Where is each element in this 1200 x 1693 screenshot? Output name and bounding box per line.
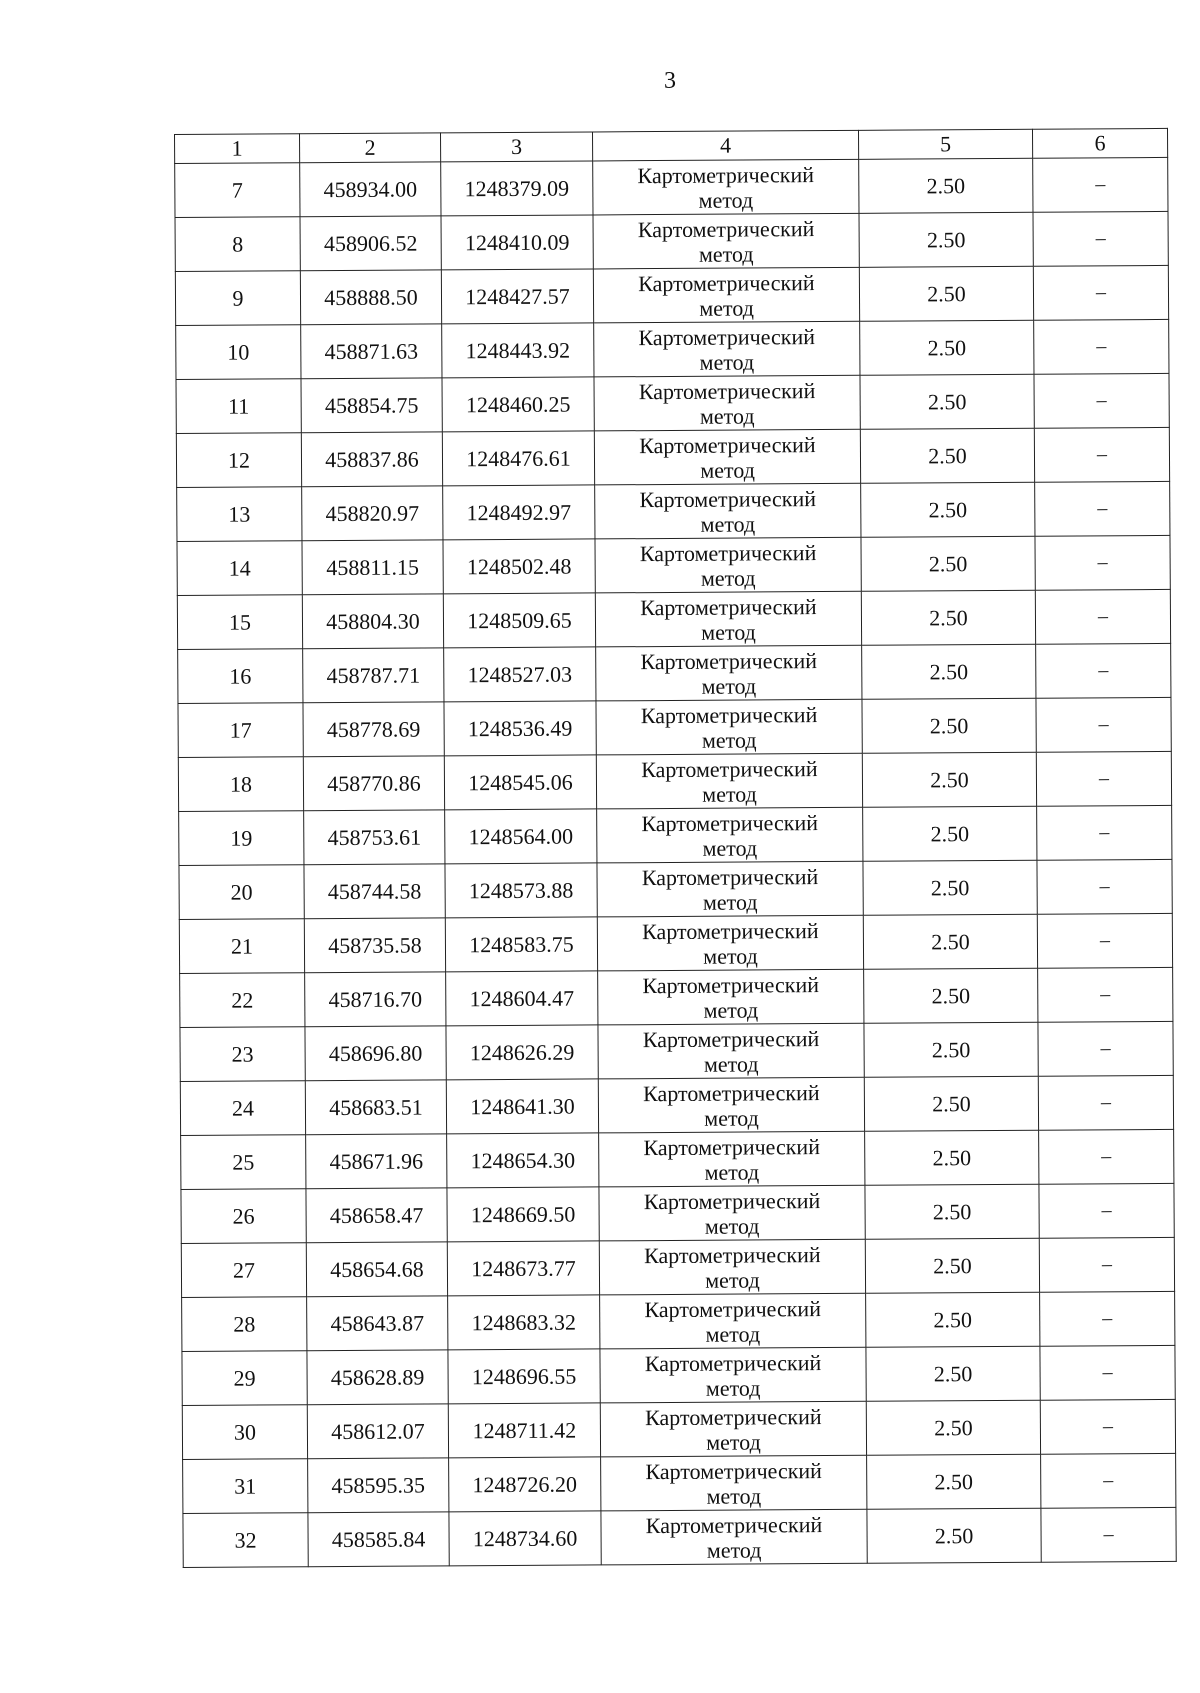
y-coordinate-cell: 1248527.03 <box>444 647 596 702</box>
note-cell: – <box>1034 319 1169 374</box>
table-row <box>181 1237 1174 1297</box>
point-number-cell: 8 <box>175 217 300 272</box>
note-cell: – <box>1038 1021 1173 1076</box>
method-line-2: метод <box>700 510 756 537</box>
method-line-2: метод <box>701 618 756 645</box>
method-line-1: Картометрический <box>645 1403 822 1430</box>
note-cell: – <box>1039 1129 1174 1184</box>
method-line-2: метод <box>702 834 758 861</box>
method-line-1: Картометрический <box>644 1295 821 1322</box>
method-cell <box>601 1509 867 1565</box>
table-row <box>177 535 1170 595</box>
method-line-1: Картометрический <box>642 1025 820 1052</box>
x-coordinate-cell: 458654.68 <box>306 1242 447 1297</box>
header-col-6: 6 <box>1032 128 1167 158</box>
accuracy-cell: 2.50 <box>864 1022 1038 1077</box>
method-cell <box>599 1185 865 1241</box>
method-line-1: Картометрический <box>644 1349 822 1376</box>
method-line-2: метод <box>705 1266 760 1293</box>
method-line-1: Картометрический <box>638 269 815 296</box>
x-coordinate-cell: 458744.58 <box>304 864 445 919</box>
point-number-cell: 25 <box>181 1135 306 1190</box>
note-cell: – <box>1035 589 1170 644</box>
method-line-2: метод <box>700 456 755 483</box>
y-coordinate-cell: 1248683.32 <box>448 1295 600 1350</box>
x-coordinate-cell: 458643.87 <box>307 1296 448 1351</box>
header-col-1: 1 <box>175 134 300 164</box>
method-cell <box>596 753 862 809</box>
x-coordinate-cell: 458787.71 <box>303 648 444 703</box>
x-coordinate-cell: 458612.07 <box>307 1404 448 1459</box>
table-row <box>182 1345 1175 1405</box>
accuracy-cell: 2.50 <box>863 806 1037 861</box>
method-line-1: Картометрический <box>639 431 816 458</box>
point-number-cell: 29 <box>182 1351 307 1406</box>
point-number-cell: 27 <box>181 1243 306 1298</box>
header-col-3: 3 <box>440 132 592 162</box>
method-line-1: Картометрический <box>643 1133 821 1160</box>
x-coordinate-cell: 458770.86 <box>303 756 444 811</box>
x-coordinate-cell: 458854.75 <box>301 378 442 433</box>
method-line-1: Картометрический <box>644 1241 821 1268</box>
method-line-2: метод <box>700 564 756 591</box>
method-line-2: метод <box>706 1536 762 1563</box>
method-line-1: Картометрический <box>641 863 819 890</box>
note-cell: – <box>1038 967 1173 1022</box>
x-coordinate-cell: 458888.50 <box>300 270 441 325</box>
accuracy-cell: 2.50 <box>859 266 1033 321</box>
accuracy-cell: 2.50 <box>865 1238 1039 1293</box>
note-cell: – <box>1039 1237 1174 1292</box>
accuracy-cell: 2.50 <box>859 212 1033 267</box>
method-cell <box>595 537 861 593</box>
note-cell: – <box>1037 805 1172 860</box>
y-coordinate-cell: 1248726.20 <box>449 1457 601 1512</box>
accuracy-cell: 2.50 <box>866 1292 1040 1347</box>
accuracy-cell: 2.50 <box>859 158 1033 213</box>
method-line-1: Картометрический <box>640 701 818 728</box>
table-row <box>179 913 1172 973</box>
method-line-2: метод <box>705 1374 761 1401</box>
note-cell: – <box>1034 373 1169 428</box>
note-cell: – <box>1040 1345 1175 1400</box>
method-cell <box>595 591 861 647</box>
x-coordinate-cell: 458906.52 <box>300 216 441 271</box>
point-number-cell: 32 <box>183 1513 308 1568</box>
method-line-2: метод <box>701 726 757 753</box>
note-cell: – <box>1040 1399 1175 1454</box>
accuracy-cell: 2.50 <box>865 1184 1039 1239</box>
y-coordinate-cell: 1248476.61 <box>442 431 594 486</box>
y-coordinate-cell: 1248583.75 <box>445 917 597 972</box>
point-number-cell: 31 <box>183 1459 308 1514</box>
method-cell <box>597 807 863 863</box>
x-coordinate-cell: 458696.80 <box>305 1026 446 1081</box>
method-line-1: Картометрический <box>640 593 817 620</box>
method-cell <box>593 213 859 269</box>
table-row <box>176 427 1169 487</box>
method-cell <box>595 483 861 539</box>
table-row <box>177 481 1170 541</box>
y-coordinate-cell: 1248427.57 <box>441 269 593 324</box>
accuracy-cell: 2.50 <box>867 1508 1041 1563</box>
method-cell <box>598 969 864 1025</box>
y-coordinate-cell: 1248734.60 <box>449 1511 601 1566</box>
method-cell <box>594 429 860 485</box>
table-row <box>179 859 1172 919</box>
header-col-4: 4 <box>592 130 858 161</box>
y-coordinate-cell: 1248604.47 <box>446 971 598 1026</box>
note-cell: – <box>1037 859 1172 914</box>
note-cell: – <box>1041 1453 1176 1508</box>
method-cell <box>596 699 862 755</box>
y-coordinate-cell: 1248696.55 <box>448 1349 600 1404</box>
accuracy-cell: 2.50 <box>861 482 1035 537</box>
header-col-5: 5 <box>858 129 1032 159</box>
coordinates-table <box>174 128 1177 1568</box>
point-number-cell: 13 <box>177 487 302 542</box>
y-coordinate-cell: 1248669.50 <box>447 1187 599 1242</box>
method-line-1: Картометрический <box>638 323 816 350</box>
y-coordinate-cell: 1248641.30 <box>446 1079 598 1134</box>
point-number-cell: 17 <box>178 703 303 758</box>
method-line-1: Картометрический <box>645 1457 822 1484</box>
y-coordinate-cell: 1248564.00 <box>445 809 597 864</box>
method-cell <box>594 321 860 377</box>
point-number-cell: 12 <box>176 433 301 488</box>
method-cell <box>598 1023 864 1079</box>
x-coordinate-cell: 458804.30 <box>302 594 443 649</box>
method-cell <box>597 915 863 971</box>
method-line-2: метод <box>701 672 757 699</box>
x-coordinate-cell: 458778.69 <box>303 702 444 757</box>
method-cell <box>596 645 862 701</box>
x-coordinate-cell: 458871.63 <box>301 324 442 379</box>
x-coordinate-cell: 458837.86 <box>301 432 442 487</box>
note-cell: – <box>1040 1291 1175 1346</box>
table-row <box>182 1291 1175 1351</box>
method-cell <box>600 1401 866 1457</box>
method-line-2: метод <box>706 1428 761 1455</box>
table-row <box>176 373 1169 433</box>
table-row <box>175 265 1168 325</box>
accuracy-cell: 2.50 <box>862 698 1036 753</box>
accuracy-cell: 2.50 <box>865 1130 1039 1185</box>
x-coordinate-cell: 458585.84 <box>308 1512 449 1567</box>
table-row <box>178 751 1171 811</box>
x-coordinate-cell: 458753.61 <box>304 810 445 865</box>
method-line-2: метод <box>704 1212 760 1239</box>
method-line-2: метод <box>706 1482 762 1509</box>
x-coordinate-cell: 458595.35 <box>308 1458 449 1513</box>
point-number-cell: 21 <box>179 919 304 974</box>
accuracy-cell: 2.50 <box>860 374 1034 429</box>
method-line-2: метод <box>703 1050 759 1077</box>
note-cell: – <box>1039 1183 1174 1238</box>
note-cell: – <box>1033 211 1168 266</box>
method-cell <box>601 1455 867 1511</box>
accuracy-cell: 2.50 <box>866 1346 1040 1401</box>
x-coordinate-cell: 458671.96 <box>306 1134 447 1189</box>
method-line-2: метод <box>698 240 754 267</box>
note-cell: – <box>1035 535 1170 590</box>
method-cell <box>597 861 863 917</box>
method-cell <box>594 375 860 431</box>
accuracy-cell: 2.50 <box>864 968 1038 1023</box>
point-number-cell: 9 <box>175 271 300 326</box>
table-row <box>175 157 1168 217</box>
method-line-2: метод <box>702 888 758 915</box>
page-number: 3 <box>664 68 676 94</box>
y-coordinate-cell: 1248443.92 <box>442 323 594 378</box>
y-coordinate-cell: 1248545.06 <box>444 755 596 810</box>
accuracy-cell: 2.50 <box>860 428 1034 483</box>
point-number-cell: 22 <box>180 973 305 1028</box>
header-col-2: 2 <box>300 133 441 163</box>
point-number-cell: 20 <box>179 865 304 920</box>
table-row <box>180 1021 1173 1081</box>
method-cell <box>600 1293 866 1349</box>
method-line-2: метод <box>703 996 759 1023</box>
table-row <box>182 1399 1175 1459</box>
y-coordinate-cell: 1248654.30 <box>447 1133 599 1188</box>
table-row <box>178 697 1171 757</box>
y-coordinate-cell: 1248673.77 <box>447 1241 599 1296</box>
table-row <box>178 643 1171 703</box>
note-cell: – <box>1033 265 1168 320</box>
method-line-1: Картометрический <box>643 1187 821 1214</box>
method-line-1: Картометрический <box>638 377 816 404</box>
table-row <box>175 211 1168 271</box>
note-cell: – <box>1036 697 1171 752</box>
y-coordinate-cell: 1248379.09 <box>441 161 593 216</box>
y-coordinate-cell: 1248502.48 <box>443 539 595 594</box>
method-line-2: метод <box>704 1104 759 1131</box>
y-coordinate-cell: 1248492.97 <box>443 485 595 540</box>
accuracy-cell: 2.50 <box>866 1400 1040 1455</box>
table-row <box>181 1183 1174 1243</box>
accuracy-cell: 2.50 <box>861 590 1035 645</box>
table-row <box>180 967 1173 1027</box>
y-coordinate-cell: 1248573.88 <box>445 863 597 918</box>
x-coordinate-cell: 458683.51 <box>305 1080 446 1135</box>
method-line-2: метод <box>704 1158 760 1185</box>
method-line-1: Картометрический <box>645 1511 823 1538</box>
table-row <box>180 1075 1173 1135</box>
note-cell: – <box>1035 481 1170 536</box>
method-line-2: метод <box>699 294 754 321</box>
method-line-2: метод <box>703 942 758 969</box>
method-line-1: Картометрический <box>641 809 819 836</box>
method-line-1: Картометрический <box>640 647 818 674</box>
method-cell <box>599 1239 865 1295</box>
y-coordinate-cell: 1248509.65 <box>443 593 595 648</box>
x-coordinate-cell: 458628.89 <box>307 1350 448 1405</box>
y-coordinate-cell: 1248626.29 <box>446 1025 598 1080</box>
accuracy-cell: 2.50 <box>867 1454 1041 1509</box>
accuracy-cell: 2.50 <box>863 914 1037 969</box>
x-coordinate-cell: 458811.15 <box>302 540 443 595</box>
method-line-1: Картометрический <box>637 215 815 242</box>
accuracy-cell: 2.50 <box>862 644 1036 699</box>
table-row <box>181 1129 1174 1189</box>
method-line-2: метод <box>699 348 755 375</box>
method-line-2: метод <box>702 780 757 807</box>
y-coordinate-cell: 1248410.09 <box>441 215 593 270</box>
method-cell <box>593 159 859 215</box>
accuracy-cell: 2.50 <box>864 1076 1038 1131</box>
note-cell: – <box>1036 751 1171 806</box>
point-number-cell: 26 <box>181 1189 306 1244</box>
y-coordinate-cell: 1248460.25 <box>442 377 594 432</box>
method-line-1: Картометрический <box>637 161 815 188</box>
method-line-1: Картометрический <box>641 755 818 782</box>
point-number-cell: 24 <box>180 1081 305 1136</box>
method-cell <box>593 267 859 323</box>
method-line-1: Картометрический <box>642 917 819 944</box>
note-cell: – <box>1033 157 1168 212</box>
method-cell <box>600 1347 866 1403</box>
point-number-cell: 15 <box>177 595 302 650</box>
accuracy-cell: 2.50 <box>860 320 1034 375</box>
table-row <box>179 805 1172 865</box>
x-coordinate-cell: 458735.58 <box>304 918 445 973</box>
table-row <box>177 589 1170 649</box>
method-line-1: Картометрический <box>643 1079 820 1106</box>
method-cell <box>598 1077 864 1133</box>
point-number-cell: 7 <box>175 163 300 218</box>
point-number-cell: 28 <box>182 1297 307 1352</box>
note-cell: – <box>1041 1507 1176 1562</box>
note-cell: – <box>1038 1075 1173 1130</box>
y-coordinate-cell: 1248536.49 <box>444 701 596 756</box>
point-number-cell: 30 <box>182 1405 307 1460</box>
point-number-cell: 18 <box>178 757 303 812</box>
accuracy-cell: 2.50 <box>863 860 1037 915</box>
accuracy-cell: 2.50 <box>862 752 1036 807</box>
point-number-cell: 11 <box>176 379 301 434</box>
x-coordinate-cell: 458716.70 <box>305 972 446 1027</box>
method-line-1: Картометрический <box>639 485 817 512</box>
accuracy-cell: 2.50 <box>861 536 1035 591</box>
method-cell <box>599 1131 865 1187</box>
point-number-cell: 19 <box>179 811 304 866</box>
table-row <box>183 1453 1176 1513</box>
method-line-2: метод <box>705 1320 761 1347</box>
point-number-cell: 14 <box>177 541 302 596</box>
point-number-cell: 23 <box>180 1027 305 1082</box>
note-cell: – <box>1034 427 1169 482</box>
method-line-2: метод <box>698 186 754 213</box>
note-cell: – <box>1036 643 1171 698</box>
method-line-1: Картометрический <box>642 971 820 998</box>
x-coordinate-cell: 458658.47 <box>306 1188 447 1243</box>
method-line-2: метод <box>699 402 755 429</box>
table-row <box>176 319 1169 379</box>
point-number-cell: 16 <box>178 649 303 704</box>
y-coordinate-cell: 1248711.42 <box>448 1403 600 1458</box>
method-line-1: Картометрический <box>639 539 817 566</box>
table-row <box>183 1507 1176 1567</box>
x-coordinate-cell: 458934.00 <box>300 162 441 217</box>
note-cell: – <box>1037 913 1172 968</box>
point-number-cell: 10 <box>176 325 301 380</box>
x-coordinate-cell: 458820.97 <box>302 486 443 541</box>
table-body <box>175 157 1177 1567</box>
